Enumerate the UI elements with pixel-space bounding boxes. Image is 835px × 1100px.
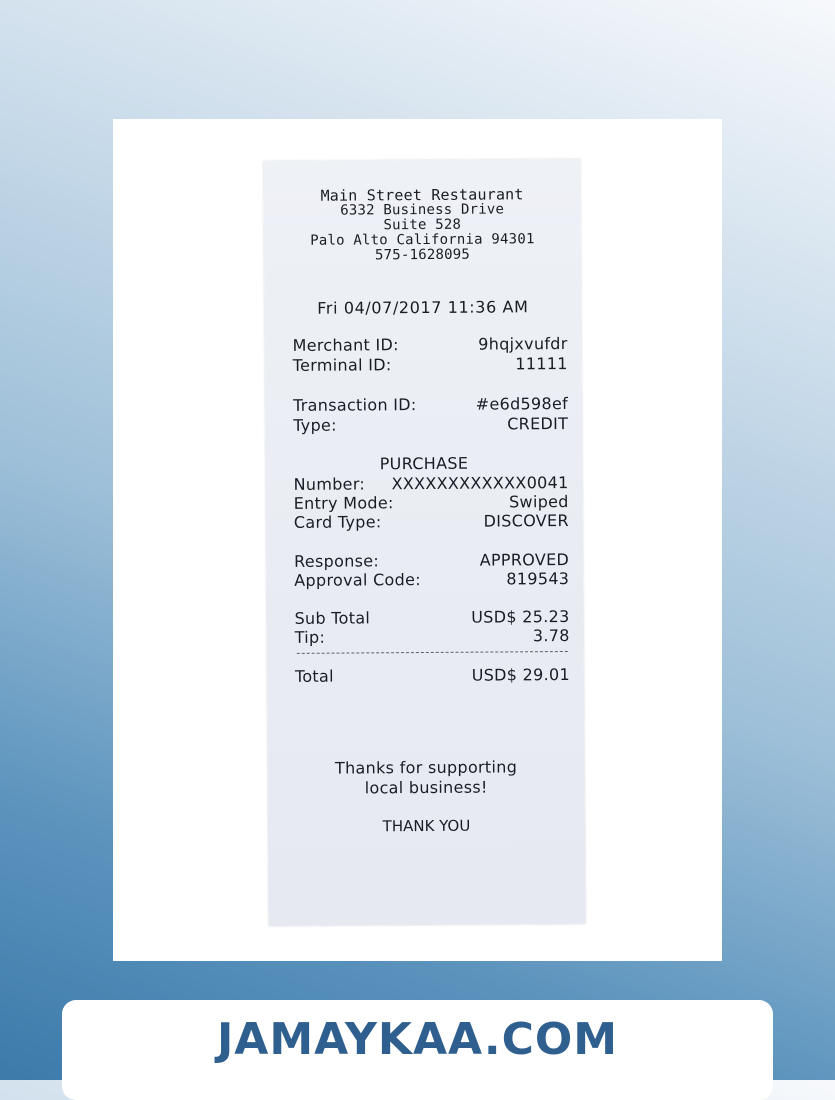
watermark-banner [62, 1000, 773, 1100]
card-type-row [294, 511, 569, 533]
total-divider [297, 651, 568, 654]
photo-frame [113, 119, 722, 961]
address-line-2: Suite 528 [383, 216, 462, 234]
total-value: USD$ 29.01 [471, 664, 570, 685]
type-row [293, 414, 568, 436]
terminal-id-value: 11111 [515, 353, 568, 374]
approval-code-value: 819543 [506, 568, 570, 589]
card-number-value: XXXXXXXXXXXX0041 [391, 472, 569, 494]
approval-code-label: Approval Code: [294, 570, 421, 590]
terminal-id-row [293, 354, 568, 376]
tip-value: 3.78 [532, 625, 570, 646]
card-type-value: DISCOVER [483, 510, 569, 531]
subtotal-value: USD$ 25.23 [471, 606, 570, 627]
receipt [263, 159, 585, 926]
address-line-1: 6332 Business Drive [340, 201, 505, 219]
address-line-3: Palo Alto California 94301 [310, 231, 535, 249]
response-value: APPROVED [479, 549, 570, 570]
tip-row [295, 626, 570, 648]
watermark-text: JAMAYKAA.COM [216, 1014, 619, 1065]
subtotal-label: Sub Total [294, 608, 371, 628]
card-type-label: Card Type: [293, 512, 382, 532]
merchant-phone: 575-1628095 [374, 246, 471, 264]
entry-mode-value: Swiped [508, 491, 569, 512]
transaction-id-value: #e6d598ef [475, 393, 569, 414]
type-label: Type: [293, 415, 337, 435]
merchant-name: Main Street Restaurant [320, 185, 524, 205]
tip-label: Tip: [294, 627, 326, 647]
total-row [295, 665, 570, 687]
thanks-line-2: local business! [364, 777, 488, 798]
purchase-heading: PURCHASE [379, 453, 469, 474]
transaction-id-label: Transaction ID: [292, 395, 417, 415]
merchant-id-value: 9hqjxvufdr [478, 333, 568, 354]
transaction-id-row [293, 394, 568, 416]
approval-code-row [294, 569, 569, 591]
response-label: Response: [294, 551, 380, 571]
thanks-message [268, 757, 585, 799]
entry-mode-label: Entry Mode: [293, 493, 394, 513]
merchant-id-row [293, 334, 568, 356]
thank-you: THANK YOU [382, 816, 471, 836]
merchant-header [264, 187, 582, 264]
thanks-line-1: Thanks for supporting [334, 757, 518, 778]
card-number-label: Number: [293, 474, 366, 494]
merchant-id-label: Merchant ID: [292, 335, 399, 355]
transaction-datetime: Fri 04/07/2017 11:36 AM [317, 297, 529, 318]
type-value: CREDIT [507, 413, 569, 434]
total-label: Total [294, 666, 334, 686]
terminal-id-label: Terminal ID: [292, 355, 392, 375]
